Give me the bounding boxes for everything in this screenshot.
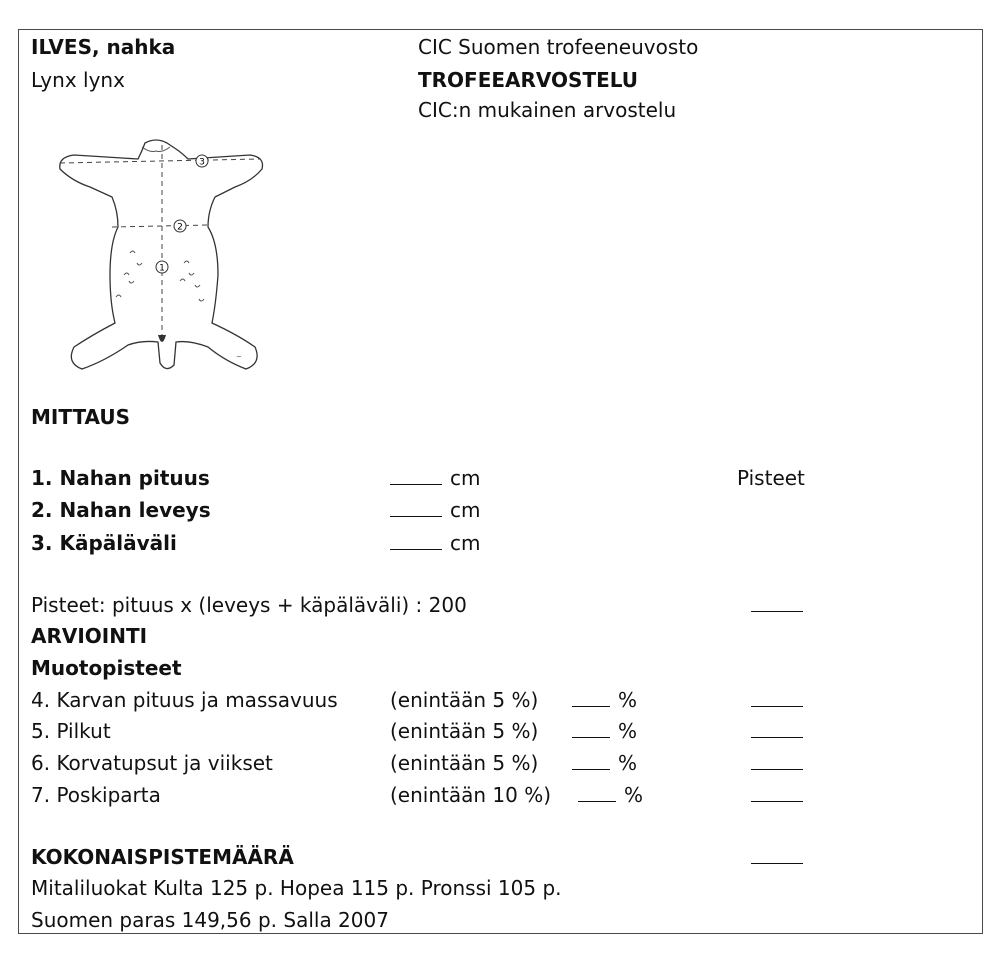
spots-points-field[interactable] [751, 719, 803, 743]
evaluation-max: (enintään 5 %) [390, 688, 539, 712]
evaluation-max: (enintään 10 %) [390, 783, 552, 807]
paw-span-blank[interactable] [390, 533, 442, 550]
medal-classes: Mitaliluokat Kulta 125 p. Hopea 115 p. Pronssi 105 p. [31, 876, 562, 900]
percent-sign: % [624, 783, 644, 807]
beard-points-field[interactable] [751, 783, 803, 807]
points-blank[interactable] [751, 753, 803, 770]
evaluation-label: 5. Pilkut [31, 719, 111, 743]
measurement-label: 2. Nahan leveys [31, 498, 211, 522]
spots-percent-field[interactable] [572, 719, 637, 743]
evaluation-label: 7. Poskiparta [31, 783, 161, 807]
points-header: Pisteet [737, 466, 805, 490]
points-formula: Pisteet: pituus x (leveys + käpäläväli) : 200 [31, 593, 467, 617]
fur-percent-field[interactable] [572, 688, 637, 712]
points-blank[interactable] [751, 690, 803, 707]
measurement-label: 1. Nahan pituus [31, 466, 210, 490]
percent-blank[interactable] [572, 753, 610, 770]
percent-blank[interactable] [572, 690, 610, 707]
unit-label: cm [450, 466, 481, 490]
svg-text:~: ~ [236, 353, 242, 361]
organization-name: CIC Suomen trofeeneuvosto [418, 35, 699, 59]
marker-1: 1 [159, 263, 165, 274]
evaluation-heading: ARVIOINTI [31, 624, 148, 648]
evaluation-label: 6. Korvatupsut ja viikset [31, 751, 273, 775]
width-field[interactable] [390, 498, 480, 522]
length-field[interactable] [390, 466, 480, 490]
percent-blank[interactable] [572, 721, 610, 738]
formula-points-field[interactable] [751, 593, 803, 617]
width-blank[interactable] [390, 500, 442, 517]
points-blank[interactable] [751, 721, 803, 738]
percent-sign: % [618, 719, 638, 743]
total-heading: KOKONAISPISTEMÄÄRÄ [31, 845, 294, 869]
finnish-record: Suomen paras 149,56 p. Salla 2007 [31, 908, 389, 932]
evaluation-max: (enintään 5 %) [390, 751, 539, 775]
unit-label: cm [450, 498, 481, 522]
total-points-field[interactable] [751, 845, 803, 869]
ear-tufts-percent-field[interactable] [572, 751, 637, 775]
length-blank[interactable] [390, 468, 442, 485]
species-title: ILVES, nahka [31, 35, 176, 59]
species-latin: Lynx lynx [31, 68, 125, 92]
marker-3: 3 [199, 157, 205, 168]
formula-points-blank[interactable] [751, 595, 803, 612]
evaluation-max: (enintään 5 %) [390, 719, 539, 743]
paw-span-field[interactable] [390, 531, 480, 555]
percent-sign: % [618, 751, 638, 775]
evaluation-label: 4. Karvan pituus ja massavuus [31, 688, 338, 712]
points-blank[interactable] [751, 785, 803, 802]
marker-2: 2 [177, 222, 183, 233]
unit-label: cm [450, 531, 481, 555]
percent-sign: % [618, 688, 638, 712]
form-title: TROFEEARVOSTELU [418, 68, 639, 92]
measurement-heading: MITTAUS [31, 405, 131, 429]
total-points-blank[interactable] [751, 847, 803, 864]
form-points-subheading: Muotopisteet [31, 656, 182, 680]
percent-blank[interactable] [578, 785, 616, 802]
fur-points-field[interactable] [751, 688, 803, 712]
beard-percent-field[interactable] [578, 783, 643, 807]
form-subtitle: CIC:n mukainen arvostelu [418, 98, 677, 122]
lynx-pelt-diagram [50, 135, 275, 380]
ear-tufts-points-field[interactable] [751, 751, 803, 775]
measurement-label: 3. Käpäläväli [31, 531, 177, 555]
